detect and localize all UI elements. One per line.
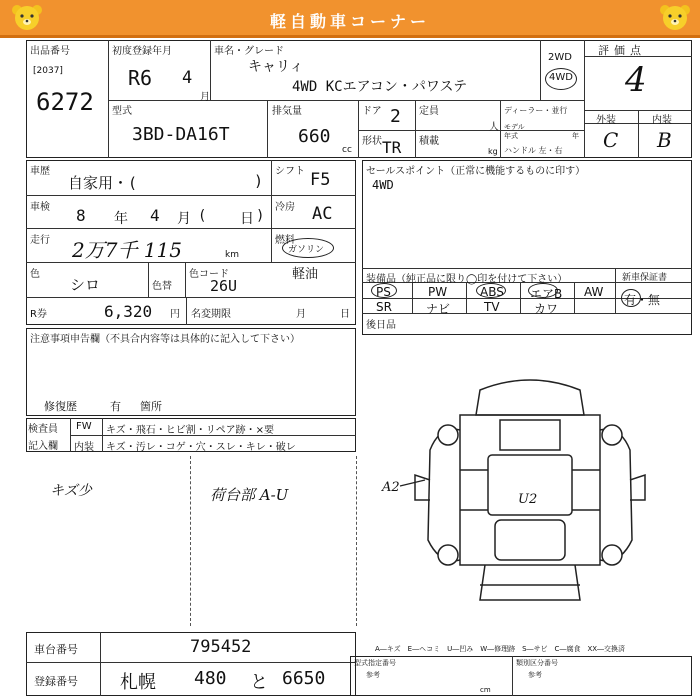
equip-abs: ABS xyxy=(480,285,504,299)
repair-history-label: 修復歴 xyxy=(44,400,77,413)
equip-sr: SR xyxy=(376,300,392,314)
recycle-value: 6,320 xyxy=(104,302,153,321)
color-code: 26U xyxy=(210,277,238,295)
shape-label: 形状 xyxy=(362,136,382,147)
model-name: キャリィ xyxy=(248,59,304,75)
shape-value: TR xyxy=(382,138,402,157)
interior-score: B xyxy=(657,128,672,152)
fuel-gasoline: ガソリン xyxy=(288,245,325,255)
damage-u2: U2 xyxy=(518,492,538,507)
mileage-unit: km xyxy=(225,250,239,260)
drive-label-2wd: 2WD xyxy=(548,52,572,63)
inspector-entry-label: 記入欄 xyxy=(28,441,58,452)
notes-label: 注意事項申告欄（不具合内容等は具体的に記入して下さい） xyxy=(30,334,300,345)
displacement-unit: cc xyxy=(342,145,352,155)
shift-value: F5 xyxy=(310,170,331,190)
mileage-value: 2万7千 115 xyxy=(72,238,182,262)
bear-mascot-icon xyxy=(658,3,692,35)
color-code-label: 色コード xyxy=(189,269,229,280)
first-reg-month-unit: 月 xyxy=(200,92,210,103)
inspection-month-unit: 月 xyxy=(177,211,191,227)
score-label: 評価点 xyxy=(598,44,646,57)
capacity-unit: 人 xyxy=(489,122,499,133)
load-unit: kg xyxy=(488,147,498,156)
registration-label: 登録番号 xyxy=(34,675,78,688)
lot-number: 6272 xyxy=(36,88,94,116)
inspection-year-unit: 年 xyxy=(114,211,128,227)
recycle-label: R券 xyxy=(30,309,47,320)
chassis-number: 795452 xyxy=(190,637,252,657)
equip-airbag-circle xyxy=(528,283,558,298)
inspector-label: 検査員 xyxy=(28,424,58,435)
registration-number: 6650 xyxy=(282,668,326,689)
header-banner xyxy=(0,0,700,38)
inspector-fw-items: キズ・飛石・ヒビ割・リペア跡・×要 xyxy=(106,425,274,436)
model-grade: 4WD KCエアコン・パワステ xyxy=(292,79,468,95)
repair-parts-label: 箇所 xyxy=(140,400,162,413)
model-code: 3BD-DA16T xyxy=(132,124,230,145)
warranty-label: 新車保証書 xyxy=(622,273,668,283)
color-value: シロ xyxy=(70,276,101,294)
first-reg-label: 初度登録年月 xyxy=(112,46,172,57)
capacity-label: 定員 xyxy=(419,106,439,117)
equip-tv: TV xyxy=(484,300,500,314)
inspector-interior-items: キズ・汚レ・コゲ・穴・スレ・キレ・破レ xyxy=(106,442,296,453)
fuel-diesel: 軽油 xyxy=(292,267,319,282)
warranty-circle xyxy=(621,289,641,307)
history-value: 自家用・( xyxy=(68,174,138,192)
interior-label: 内装 xyxy=(652,115,672,126)
color-label: 色 xyxy=(30,269,40,280)
color-change-label: 色替 xyxy=(152,281,172,292)
ac-value: AC xyxy=(312,204,333,224)
model-name-label: 車名・グレード xyxy=(214,46,284,57)
sales-point-label: セールスポイント（正常に機能するものに印す） xyxy=(366,166,586,177)
remark-left: キズ少 xyxy=(50,483,92,499)
model-year-model: モデル xyxy=(504,123,525,131)
name-change-month: 月 xyxy=(296,309,306,320)
chassis-label: 車台番号 xyxy=(34,643,78,656)
top-grid xyxy=(26,40,692,158)
inspection-month: 4 xyxy=(150,206,160,225)
lot-label: 出品番号 xyxy=(30,46,70,57)
score-value: 4 xyxy=(625,60,647,100)
equip-ps-circle xyxy=(371,283,397,298)
registration-class: 480 xyxy=(194,668,227,689)
displacement-label: 排気量 xyxy=(272,106,302,117)
equip-ps: PS xyxy=(376,285,391,299)
inspector-interior: 内装 xyxy=(74,442,94,453)
exterior-score: C xyxy=(603,128,619,152)
inspection-day-close: ) xyxy=(256,208,265,224)
model-code-label: 型式 xyxy=(112,106,132,117)
equip-navi: ナビ xyxy=(426,302,451,316)
doors-label: ドア xyxy=(362,106,382,117)
doors-value: 2 xyxy=(390,106,401,127)
equip-pw: PW xyxy=(428,285,448,299)
load-label: 積載 xyxy=(419,136,439,147)
registration-kana: と xyxy=(250,672,268,693)
equip-airbag: エアB xyxy=(530,287,563,301)
model-year-unit: 年 xyxy=(572,132,579,140)
page-title: 軽自動車コーナー xyxy=(269,12,430,31)
inspection-day: 日 xyxy=(240,211,254,227)
warranty-value: 有・無 xyxy=(624,293,661,307)
recycle-unit: 円 xyxy=(170,309,180,320)
registration-area: 札幌 xyxy=(120,672,156,693)
equip-aw: AW xyxy=(584,285,604,299)
drive-selected: 4WD xyxy=(549,72,573,83)
first-reg-era: R6 xyxy=(128,66,153,90)
model-designation-ref: 参考 xyxy=(366,671,380,679)
history-label: 車歴 xyxy=(30,166,50,177)
history-close: ) xyxy=(254,172,264,190)
equipment-label: 装備品（純正品に限り◯印を付けて下さい） xyxy=(366,274,568,285)
remark-right: 荷台部 A-U xyxy=(210,486,289,504)
damage-a2: A2 xyxy=(382,480,400,495)
mileage-label: 走行 xyxy=(30,235,50,246)
equip-leather: カワ xyxy=(534,302,559,316)
inspection-year: 8 xyxy=(76,206,86,225)
shift-label: シフト xyxy=(275,166,305,177)
exterior-label: 外装 xyxy=(596,115,616,126)
inspector-fw: FW xyxy=(76,421,92,432)
sales-point-value: 4WD xyxy=(372,178,394,192)
fuel-label: 燃料 xyxy=(275,235,295,246)
inspection-label: 車検 xyxy=(30,202,50,213)
displacement-value: 660 xyxy=(298,126,331,147)
model-year-label: 年式 xyxy=(504,132,518,140)
handle-side: ハンドル 左・右 xyxy=(504,146,563,155)
name-change-label: 名変期限 xyxy=(191,309,231,320)
spec-unit-cm: cm xyxy=(480,686,491,694)
dealer-parallel: ディーラー・並行 xyxy=(504,106,568,115)
class-number-label: 類別区分番号 xyxy=(516,659,558,667)
lot-sub: [2037] xyxy=(33,66,63,76)
class-number-ref: 参考 xyxy=(528,671,542,679)
repair-history-value: 有 xyxy=(110,400,121,413)
first-reg-month: 4 xyxy=(182,68,193,88)
ac-label: 冷房 xyxy=(275,202,295,213)
model-designation-label: 型式指定番号 xyxy=(354,659,396,667)
name-change-day: 日 xyxy=(340,309,350,320)
damage-legend: A―キズ E―ヘコミ U―凹み W―修理跡 S―サビ C―腐食 XX―交換済 xyxy=(375,645,626,653)
inspection-day-open: ( xyxy=(198,208,207,224)
equip-abs-circle xyxy=(476,283,506,298)
later-items-label: 後日品 xyxy=(366,320,396,331)
